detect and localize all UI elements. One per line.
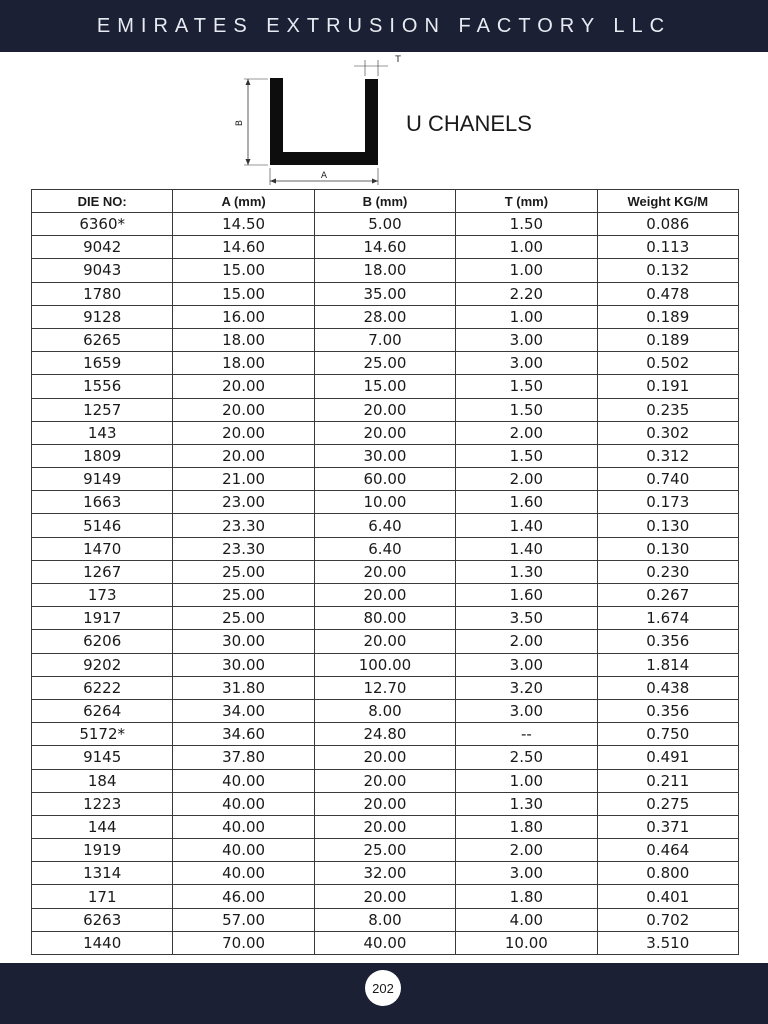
table-cell: 3.510: [597, 931, 738, 954]
table-cell: 20.00: [314, 815, 455, 838]
table-row: [32, 723, 739, 746]
table-cell: 1.50: [456, 444, 597, 467]
table-row: [32, 352, 739, 375]
table-cell: 40.00: [173, 769, 314, 792]
table-cell: 8.00: [314, 908, 455, 931]
table-cell: 3.20: [456, 676, 597, 699]
table-cell: 25.00: [314, 352, 455, 375]
table-cell: 1919: [32, 839, 173, 862]
table-cell: 3.00: [456, 653, 597, 676]
table-cell: 184: [32, 769, 173, 792]
table-cell: 1.50: [456, 213, 597, 236]
table-cell: 3.00: [456, 862, 597, 885]
table-cell: --: [456, 723, 597, 746]
table-row: [32, 885, 739, 908]
table-cell: 0.275: [597, 792, 738, 815]
table-cell: 0.502: [597, 352, 738, 375]
table-cell: 15.00: [173, 282, 314, 305]
table-cell: 30.00: [314, 444, 455, 467]
table-cell: 1.674: [597, 607, 738, 630]
table-cell: 14.50: [173, 213, 314, 236]
table-cell: 20.00: [314, 421, 455, 444]
table-cell: 1.40: [456, 537, 597, 560]
table-row: [32, 839, 739, 862]
table-cell: 20.00: [173, 444, 314, 467]
table-cell: 8.00: [314, 699, 455, 722]
table-cell: 4.00: [456, 908, 597, 931]
page-header: [0, 0, 768, 52]
table-cell: 14.60: [173, 236, 314, 259]
table-cell: 0.750: [597, 723, 738, 746]
table-cell: 1.00: [456, 305, 597, 328]
table-cell: 15.00: [314, 375, 455, 398]
page-title: U CHANELS: [406, 111, 532, 136]
table-cell: 1.50: [456, 375, 597, 398]
table-cell: 20.00: [314, 792, 455, 815]
table-cell: 15.00: [173, 259, 314, 282]
table-cell: 2.00: [456, 421, 597, 444]
table-cell: 25.00: [314, 839, 455, 862]
table-cell: 20.00: [314, 746, 455, 769]
table-cell: 0.312: [597, 444, 738, 467]
table-cell: 0.267: [597, 584, 738, 607]
table-cell: 6360*: [32, 213, 173, 236]
table-row: [32, 468, 739, 491]
table-cell: 7.00: [314, 328, 455, 351]
table-cell: 0.401: [597, 885, 738, 908]
table-cell: 1917: [32, 607, 173, 630]
table-row: [32, 305, 739, 328]
table-cell: 31.80: [173, 676, 314, 699]
table-row: [32, 815, 739, 838]
table-cell: 20.00: [173, 375, 314, 398]
table-cell: 0.235: [597, 398, 738, 421]
table-cell: 32.00: [314, 862, 455, 885]
table-row: [32, 908, 739, 931]
table-cell: 1.80: [456, 885, 597, 908]
table-cell: 171: [32, 885, 173, 908]
table-row: [32, 375, 739, 398]
table-cell: 0.702: [597, 908, 738, 931]
table-cell: 1.30: [456, 792, 597, 815]
table-cell: 3.00: [456, 352, 597, 375]
table-cell: 25.00: [173, 607, 314, 630]
table-cell: 1.50: [456, 398, 597, 421]
table-row: [32, 259, 739, 282]
table-cell: 3.00: [456, 699, 597, 722]
company-name: EMIRATES EXTRUSION FACTORY LLC: [96, 14, 672, 37]
column-header: B (mm): [314, 190, 455, 213]
table-cell: 0.371: [597, 815, 738, 838]
table-cell: 60.00: [314, 468, 455, 491]
table-row: [32, 560, 739, 583]
table-row: [32, 862, 739, 885]
table-cell: 6206: [32, 630, 173, 653]
table-cell: 20.00: [173, 421, 314, 444]
table-cell: 2.20: [456, 282, 597, 305]
table-cell: 20.00: [173, 398, 314, 421]
table-cell: 3.50: [456, 607, 597, 630]
table-cell: 0.491: [597, 746, 738, 769]
table-cell: 28.00: [314, 305, 455, 328]
table-cell: 18.00: [173, 352, 314, 375]
table-cell: 34.60: [173, 723, 314, 746]
table-cell: 0.173: [597, 491, 738, 514]
u-channel-spec-table: [31, 189, 739, 955]
table-row: [32, 584, 739, 607]
table-cell: 2.00: [456, 839, 597, 862]
table-cell: 30.00: [173, 653, 314, 676]
table-cell: 1.00: [456, 259, 597, 282]
table-cell: 0.132: [597, 259, 738, 282]
table-cell: 1809: [32, 444, 173, 467]
column-header: A (mm): [173, 190, 314, 213]
table-cell: 12.70: [314, 676, 455, 699]
dimension-b-label: B: [235, 119, 245, 127]
table-cell: 30.00: [173, 630, 314, 653]
table-cell: 20.00: [314, 769, 455, 792]
table-cell: 6.40: [314, 537, 455, 560]
table-cell: 10.00: [314, 491, 455, 514]
table-cell: 1440: [32, 931, 173, 954]
table-cell: 23.30: [173, 537, 314, 560]
column-header: DIE NO:: [32, 190, 173, 213]
table-cell: 6264: [32, 699, 173, 722]
table-cell: 3.00: [456, 328, 597, 351]
table-cell: 6.40: [314, 514, 455, 537]
table-cell: 9043: [32, 259, 173, 282]
table-cell: 9128: [32, 305, 173, 328]
table-cell: 20.00: [314, 584, 455, 607]
dimension-t-label: T: [395, 55, 401, 65]
table-cell: 70.00: [173, 931, 314, 954]
table-cell: 23.00: [173, 491, 314, 514]
table-cell: 0.113: [597, 236, 738, 259]
table-row: [32, 792, 739, 815]
u-channel-profile: [270, 78, 378, 165]
table-cell: 1659: [32, 352, 173, 375]
table-cell: 1.30: [456, 560, 597, 583]
table-cell: 1.40: [456, 514, 597, 537]
table-cell: 40.00: [173, 815, 314, 838]
table-cell: 0.130: [597, 537, 738, 560]
table-cell: 0.302: [597, 421, 738, 444]
table-cell: 20.00: [314, 398, 455, 421]
table-row: [32, 769, 739, 792]
table-cell: 0.356: [597, 630, 738, 653]
table-cell: 1257: [32, 398, 173, 421]
table-cell: 20.00: [314, 560, 455, 583]
table-cell: 18.00: [314, 259, 455, 282]
table-row: [32, 236, 739, 259]
table-cell: 0.478: [597, 282, 738, 305]
table-cell: 0.438: [597, 676, 738, 699]
table-cell: 20.00: [314, 885, 455, 908]
table-cell: 9149: [32, 468, 173, 491]
table-cell: 173: [32, 584, 173, 607]
table-cell: 9042: [32, 236, 173, 259]
table-row: [32, 421, 739, 444]
table-cell: 20.00: [314, 630, 455, 653]
table-cell: 40.00: [314, 931, 455, 954]
table-row: [32, 444, 739, 467]
table-cell: 1470: [32, 537, 173, 560]
table-cell: 5172*: [32, 723, 173, 746]
table-cell: 37.80: [173, 746, 314, 769]
table-cell: 9202: [32, 653, 173, 676]
table-cell: 57.00: [173, 908, 314, 931]
table-cell: 35.00: [314, 282, 455, 305]
table-cell: 144: [32, 815, 173, 838]
table-cell: 1.60: [456, 584, 597, 607]
table-cell: 2.00: [456, 630, 597, 653]
table-cell: 143: [32, 421, 173, 444]
table-cell: 1314: [32, 862, 173, 885]
table-cell: 16.00: [173, 305, 314, 328]
table-cell: 0.086: [597, 213, 738, 236]
table-cell: 0.130: [597, 514, 738, 537]
table-cell: 0.356: [597, 699, 738, 722]
table-cell: 1.60: [456, 491, 597, 514]
table-cell: 1.00: [456, 769, 597, 792]
table-cell: 1.80: [456, 815, 597, 838]
table-cell: 40.00: [173, 862, 314, 885]
table-cell: 0.740: [597, 468, 738, 491]
table-cell: 1.814: [597, 653, 738, 676]
table-cell: 0.800: [597, 862, 738, 885]
table-cell: 10.00: [456, 931, 597, 954]
table-cell: 100.00: [314, 653, 455, 676]
page-number: 202: [365, 970, 401, 1006]
table-row: [32, 653, 739, 676]
table-cell: 40.00: [173, 839, 314, 862]
table-cell: 2.50: [456, 746, 597, 769]
table-cell: 0.189: [597, 305, 738, 328]
table-cell: 0.211: [597, 769, 738, 792]
dimension-a-label: A: [320, 171, 328, 181]
table-cell: 46.00: [173, 885, 314, 908]
table-cell: 80.00: [314, 607, 455, 630]
table-row: [32, 514, 739, 537]
table-cell: 9145: [32, 746, 173, 769]
table-cell: 34.00: [173, 699, 314, 722]
table-cell: 18.00: [173, 328, 314, 351]
table-cell: 24.80: [314, 723, 455, 746]
table-cell: 1556: [32, 375, 173, 398]
table-cell: 1780: [32, 282, 173, 305]
table-row: [32, 398, 739, 421]
table-row: [32, 537, 739, 560]
table-cell: 0.464: [597, 839, 738, 862]
table-cell: 25.00: [173, 560, 314, 583]
table-cell: 1.00: [456, 236, 597, 259]
table-cell: 14.60: [314, 236, 455, 259]
table-cell: 6263: [32, 908, 173, 931]
table-row: [32, 699, 739, 722]
column-header: Weight KG/M: [597, 190, 738, 213]
u-channel-diagram: [228, 52, 428, 187]
table-row: [32, 931, 739, 954]
table-row: [32, 746, 739, 769]
table-row: [32, 607, 739, 630]
table-row: [32, 676, 739, 699]
table-cell: 0.189: [597, 328, 738, 351]
table-cell: 6222: [32, 676, 173, 699]
column-header: T (mm): [456, 190, 597, 213]
table-cell: 25.00: [173, 584, 314, 607]
table-row: [32, 282, 739, 305]
table-cell: 40.00: [173, 792, 314, 815]
table-cell: 1663: [32, 491, 173, 514]
table-cell: 5.00: [314, 213, 455, 236]
table-cell: 0.191: [597, 375, 738, 398]
table-cell: 2.00: [456, 468, 597, 491]
table-cell: 6265: [32, 328, 173, 351]
table-row: [32, 491, 739, 514]
table-cell: 1223: [32, 792, 173, 815]
table-cell: 0.230: [597, 560, 738, 583]
table-cell: 5146: [32, 514, 173, 537]
table-row: [32, 328, 739, 351]
table-row: [32, 213, 739, 236]
table-header-row: [32, 190, 739, 213]
table-cell: 23.30: [173, 514, 314, 537]
table-cell: 1267: [32, 560, 173, 583]
table-row: [32, 630, 739, 653]
table-cell: 21.00: [173, 468, 314, 491]
